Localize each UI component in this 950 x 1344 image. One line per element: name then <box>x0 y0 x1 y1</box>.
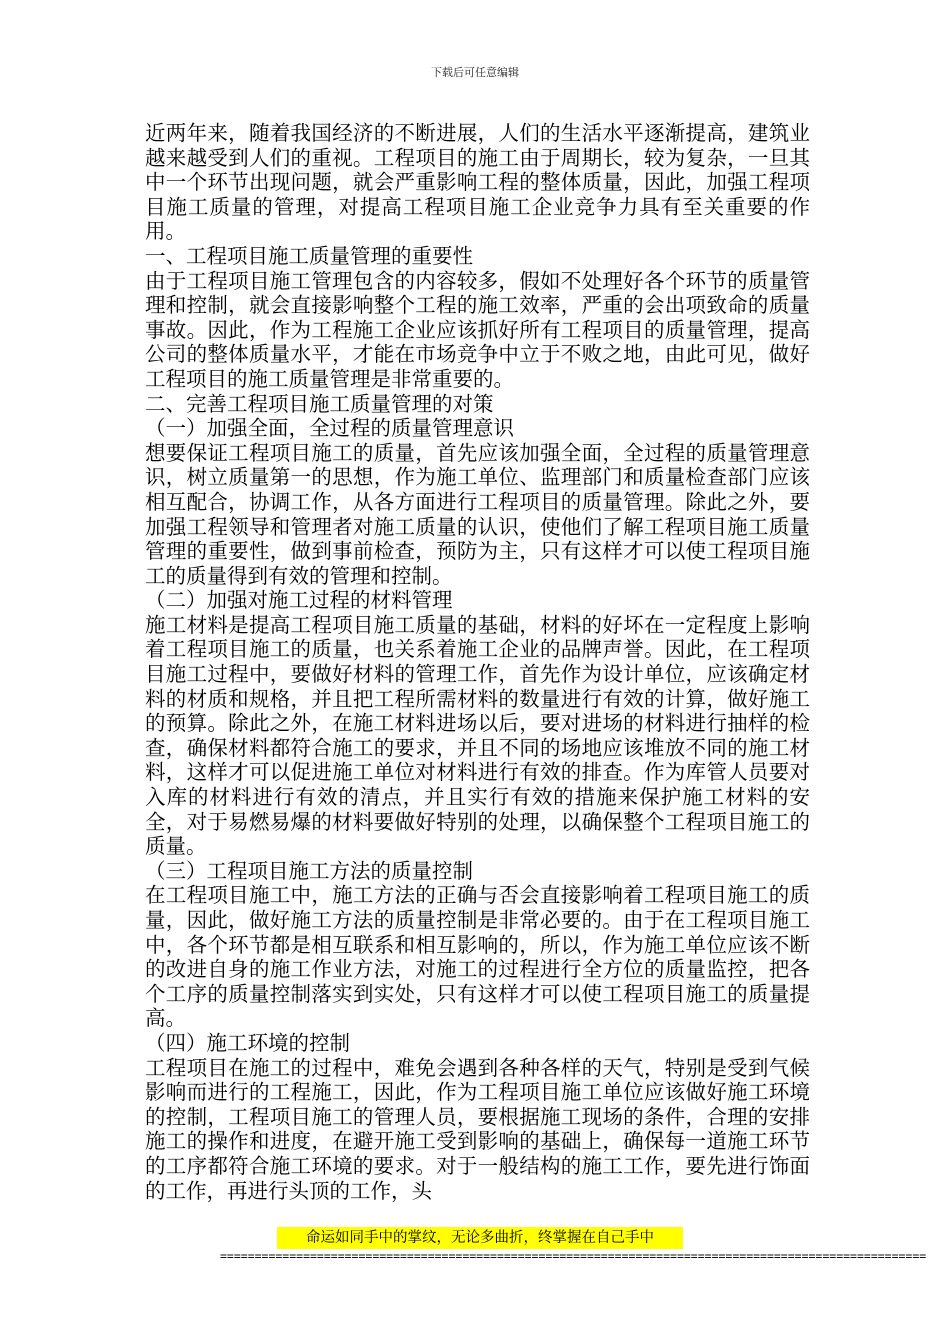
paragraph-intro: 近两年来，随着我国经济的不断进展，人们的生活水平逐渐提高，建筑业越来越受到人们的重视。工程项目的施工由于周期长，较为复杂，一旦其中一个环节出现问题，就会严重影响工程的整体质量，因此，加强工程项目施工质量的管理，对提高工程项目施工企业竞争力具有至关重要的作用。 <box>145 121 810 244</box>
footer-separator-rule: ====================================================================================================== <box>220 1249 927 1263</box>
subsection-heading-3: （三）工程项目施工方法的质量控制 <box>145 858 473 883</box>
section-heading-2: 二、完善工程项目施工质量管理的对策 <box>145 391 494 416</box>
footer-motto-banner: 命运如同手中的掌纹，无论多曲折，终掌握在自己手中 <box>277 1227 683 1249</box>
page-header: 下载后可任意编辑 <box>431 66 519 79</box>
subsection-heading-2: （二）加强对施工过程的材料管理 <box>145 588 453 613</box>
paragraph-importance: 由于工程项目施工管理包含的内容较多，假如不处理好各个环节的质量管理和控制，就会直接影响整个工程的施工效率，严重的会出项致命的质量事故。因此，作为工程施工企业应该抓好所有工程项目的质量管理，提高公司的整体质量水平，才能在市场竞争中立于不败之地，由此可见，做好工程项目的施工质量管理是非常重要的。 <box>145 268 810 391</box>
section-heading-1: 一、工程项目施工质量管理的重要性 <box>145 243 473 268</box>
paragraph-methods: 在工程项目施工中，施工方法的正确与否会直接影响着工程项目施工的质量，因此，做好施工方法的质量控制是非常必要的。由于在工程项目施工中，各个环节都是相互联系和相互影响的，所以，作为施工单位应该不断的改进自身的施工作业方法，对施工的过程进行全方位的质量监控，把各个工序的质量控制落实到实处，只有这样才可以使工程项目施工的质量提高。 <box>145 883 810 1031</box>
subsection-heading-1: （一）加强全面，全过程的质量管理意识 <box>145 416 514 441</box>
paragraph-awareness: 想要保证工程项目施工的质量，首先应该加强全面，全过程的质量管理意识，树立质量第一的思想，作为施工单位、监理部门和质量检查部门应该相互配合，协调工作，从各方面进行工程项目的质量管理。除此之外，要加强工程领导和管理者对施工质量的认识，使他们了解工程项目施工质量管理的重要性，做到事前检查，预防为主，只有这样才可以使工程项目施工的质量得到有效的管理和控制。 <box>145 440 810 588</box>
subsection-heading-4: （四）施工环境的控制 <box>145 1030 350 1055</box>
document-body <box>145 121 810 1203</box>
paragraph-materials: 施工材料是提高工程项目施工质量的基础，材料的好坏在一定程度上影响着工程项目施工的质量，也关系着施工企业的品牌声誉。因此，在工程项目施工过程中，要做好材料的管理工作，首先作为设计单位，应该确定材料的材质和规格，并且把工程所需材料的数量进行有效的计算，做好施工的预算。除此之外，在施工材料进场以后，要对进场的材料进行抽样的检查，确保材料都符合施工的要求，并且不同的场地应该堆放不同的施工材料，这样才可以促进施工单位对材料进行有效的排查。作为库管人员要对入库的材料进行有效的清点，并且实行有效的措施来保护施工材料的安全，对于易燃易爆的材料要做好特别的处理，以确保整个工程项目施工的质量。 <box>145 612 810 859</box>
paragraph-environment: 工程项目在施工的过程中，难免会遇到各种各样的天气，特别是受到气候影响而进行的工程施工，因此，作为工程项目施工单位应该做好施工环境的控制，工程项目施工的管理人员，要根据施工现场的条件，合理的安排施工的操作和进度，在避开施工受到影响的基础上，确保每一道施工环节的工序都符合施工环境的要求。对于一般结构的施工工作，要先进行饰面的工作，再进行头顶的工作，头 <box>145 1055 810 1203</box>
